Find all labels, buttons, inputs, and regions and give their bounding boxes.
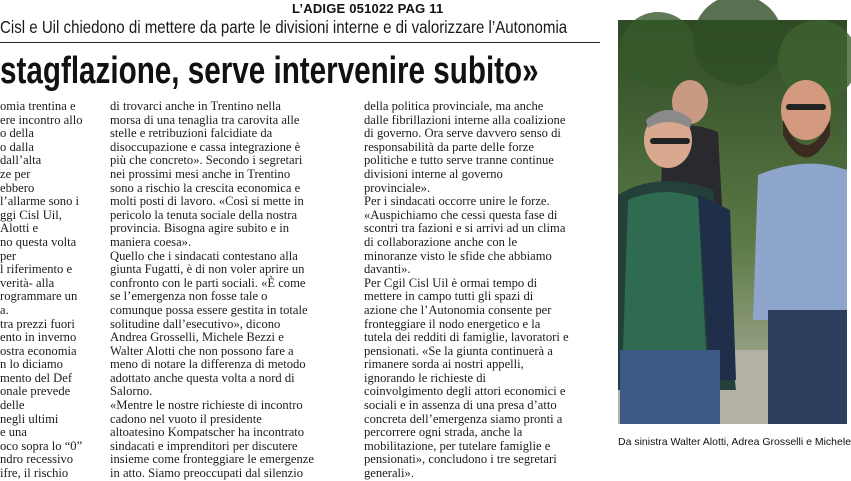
text-line: delle [0,398,25,413]
text-column-3 [364,99,604,481]
text-line: nei prossimi mesi anche in Trentino [110,166,291,181]
text-line: più che concreto». Secondo i segretari [110,153,303,168]
text-line: maniera coesa». [110,234,192,249]
text-line: mettere in campo tutti gli spazi di [364,289,534,304]
text-line: mento del Def [0,370,73,385]
text-line: pericolo la tenuta sociale della nostra [110,207,298,222]
text-line: tra prezzi fuori [0,316,75,331]
text-line: provinciale». [364,180,431,195]
text-line: in atto. Siamo preoccupati dal silenzio [110,466,304,481]
photo-illustration [618,20,847,424]
text-line: morsa di una tenaglia tra carovita alle [110,112,300,127]
text-line: ere incontro allo [0,112,83,127]
text-line: percorrere ogni strada, anche la [364,425,523,440]
text-line: provincia. Bisogna agire subito e in [110,221,290,236]
text-line: l’allarme sono i [0,194,80,209]
text-line: «Mentre le nostre richieste di incontro [110,398,303,413]
text-line: se l’emergenza non fosse tale o [110,289,268,304]
text-line: negli ultimi [0,411,59,426]
text-line: dalle fibrillazioni interne alla coalizione [364,112,566,127]
text-line: rimanere sorda ai nostri appelli, [364,357,524,372]
text-line: l riferimento e [0,262,73,277]
text-line: scontri tra fazioni e si arrivi ad un clima [364,221,566,236]
text-line: di collaborazione anche con le [364,234,518,249]
text-line: fronteggiare il nodo energetico e la [364,316,541,331]
text-line: ento in inverno [0,330,77,345]
text-line: molti posti di lavoro. «Così si mette in [110,194,304,209]
text-line: no questa volta [0,234,77,249]
text-line: solitudine dall’esecutivo», dicono [110,316,281,331]
text-line: generali». [364,466,414,481]
text-line: divisioni interne al governo [364,166,503,181]
text-line: ebbero [0,180,35,195]
text-line: sociali e in assenza di una presa d’atto [364,398,557,413]
text-line: pensionati», concludono i tre segretari [364,452,557,467]
text-line: per [0,248,17,263]
text-line: disoccupazione e cassa integrazione è [110,139,301,154]
text-column-1 [0,99,100,481]
text-line: di trovarci anche in Trentino nella [110,99,282,113]
text-line: minoranze visto le sfide che abbiamo [364,248,552,263]
text-line: Andrea Grosselli, Michele Bezzi e [110,330,284,345]
text-column-2 [110,99,355,481]
text-line: ggi Cisl Uil, [0,207,62,222]
text-line: omia trentina e [0,99,76,113]
text-line: pensionati. «Se la giunta continuerà a [364,343,553,358]
article-headline: stagflazione, serve intervenire subito» [0,50,539,92]
text-line: a. [0,302,9,317]
text-line: coinvolgimento degli attori economici e [364,384,566,399]
text-line: tutela dei redditi di famiglie, lavoratori e [364,330,569,345]
text-line: ndro recessivo [0,452,74,467]
article-photo [618,20,847,424]
newspaper-source-line: L’ADIGE 051022 PAG 11 [292,1,444,16]
text-line: davanti». [364,262,411,277]
text-line: ignorando le richieste di [364,370,487,385]
kicker-divider [0,42,600,43]
text-line: e una [0,425,27,440]
text-line: confronto con le parti sociali. «È come [110,275,306,290]
text-line: di governo. Ora serve davvero senso di [364,126,561,141]
text-line: azione che l’Autonomia consente per [364,302,552,317]
text-line: o dalla [0,139,34,154]
text-line: concreta dell’emergenza siamo pronti a [364,411,563,426]
text-line: Walter Alotti che non possono fare a [110,343,294,358]
text-line: Alotti e [0,221,39,236]
photo-caption: Da sinistra Walter Alotti, Adrea Grosselli e Michele [618,436,851,448]
text-line: della politica provinciale, ma anche [364,99,544,113]
text-line: insieme come fronteggiare le emergenze [110,452,314,467]
text-line: n lo diciamo [0,357,63,372]
text-line: cadono nel vuoto il presidente [110,411,262,426]
text-line: Salorno. [110,384,153,399]
text-line: politiche e tutto serve tranne continue [364,153,554,168]
text-line: oco sopra lo “0” [0,438,83,453]
text-line: comunque possa essere gestita in totale [110,302,308,317]
text-line: dall’alta [0,153,42,168]
text-line: Per i sindacati occorre unire le forze. [364,194,550,209]
text-line: mobilitazione, per tutelare famiglie e [364,438,551,453]
text-line: onale prevede [0,384,71,399]
text-line: ze per [0,166,31,181]
text-line: adottato anche questa volta a nord di [110,370,295,385]
article-kicker: Cisl e Uil chiedono di mettere da parte le divisioni interne e di valorizzare l’Autonomia [0,17,568,37]
text-line: rogrammare un [0,289,78,304]
text-line: altoatesino Kompatscher ha incontrato [110,425,305,440]
text-line: Per Cgil Cisl Uil è ormai tempo di [364,275,538,290]
text-line: stelle e retribuzioni falcidiate da [110,126,273,141]
text-line: sono a rischio la crescita economica e [110,180,301,195]
text-line: meno di notare la differenza di metodo [110,357,306,372]
text-line: «Auspichiamo che cessi questa fase di [364,207,558,222]
text-line: sindacati e imprenditori per discutere [110,438,298,453]
text-line: ostra economia [0,343,77,358]
text-line: ifre, il rischio [0,466,69,481]
text-line: responsabilità da parte delle forze [364,139,534,154]
text-line: Quello che i sindacati contestano alla [110,248,298,263]
text-line: verità- alla [0,275,55,290]
text-line: o della [0,126,34,141]
text-line: giunta Fugatti, è di non voler aprire un [110,262,305,277]
